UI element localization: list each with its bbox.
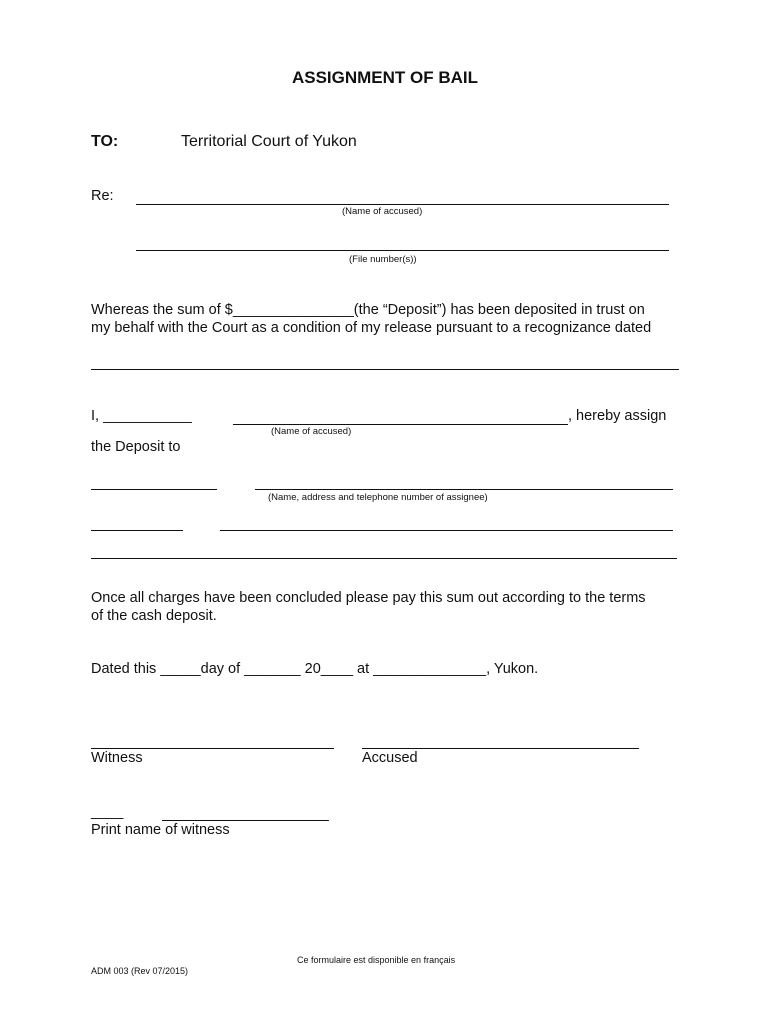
charges-line-2: of the cash deposit. [91,608,217,624]
witness-label: Witness [91,750,143,766]
accused-name-field[interactable] [136,204,669,205]
court-name: Territorial Court of Yukon [181,133,357,150]
page-title: ASSIGNMENT OF BAIL [291,68,479,87]
recognizance-date-field[interactable] [91,369,679,370]
print-name-field[interactable] [162,820,329,821]
re-label: Re: [91,188,114,204]
assign-prefix: I, ___________ [91,408,192,424]
assignee-short-field-1[interactable] [91,489,217,490]
to-label: TO: [91,133,119,150]
print-name-prefix: ____ [91,804,124,820]
accused-label: Accused [362,750,418,766]
file-number-field[interactable] [136,250,669,251]
charges-line-1: Once all charges have been concluded please pay this sum out according to the terms [91,590,646,606]
whereas-line-1: Whereas the sum of $_______________(the “Deposit”) has been deposited in trust on [91,302,645,318]
assignee-phone-field[interactable] [91,558,677,559]
file-number-caption: (File number(s)) [349,254,417,265]
form-code: ADM 003 (Rev 07/2015) [91,966,189,976]
assignee-short-field-2[interactable] [91,530,183,531]
assignor-name-caption: (Name of accused) [271,426,352,437]
assignee-address-field[interactable] [220,530,673,531]
print-name-label: Print name of witness [91,822,230,838]
assignee-name-field[interactable] [255,489,673,490]
accused-name-caption: (Name of accused) [342,206,423,217]
dated-line: Dated this _____day of _______ 20____ at ______________, Yukon. [91,661,539,677]
french-availability-note: Ce formulaire est disponible en français [297,955,456,965]
whereas-line-2: my behalf with the Court as a condition of my release pursuant to a recognizance dated [91,320,652,336]
witness-signature-field[interactable] [91,748,334,749]
deposit-to-label: the Deposit to [91,439,181,455]
assignee-caption: (Name, address and telephone number of assignee) [268,492,488,503]
assignor-name-field[interactable] [233,424,568,425]
accused-signature-field[interactable] [362,748,639,749]
assign-suffix: , hereby assign [568,408,667,424]
